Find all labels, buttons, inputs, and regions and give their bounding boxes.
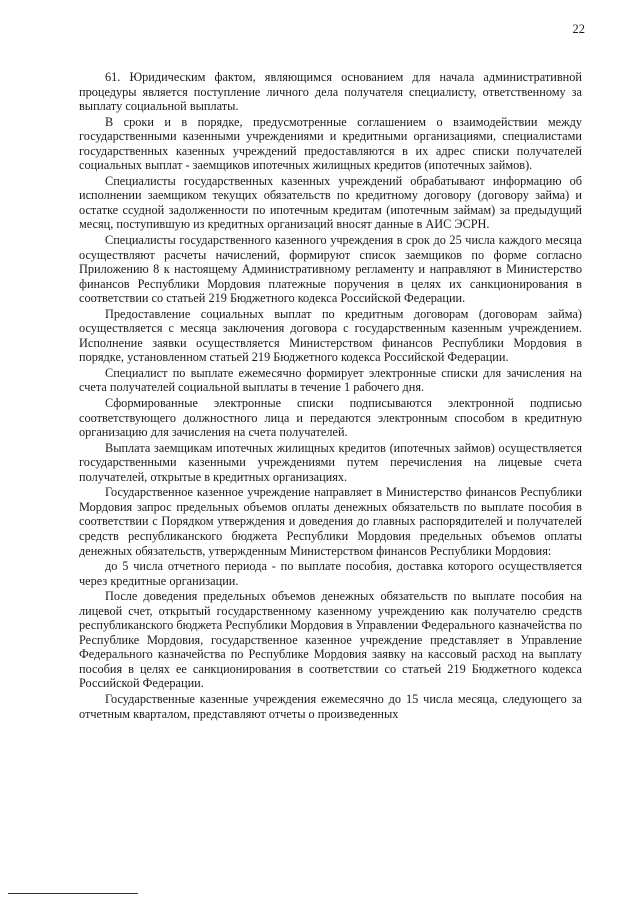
paragraph-7: Сформированные электронные списки подписываются электронной подписью соответствующего должностного лица и передаются электронным способом в кредитную организацию для зачисления на счета получателей. — [79, 396, 582, 440]
paragraph-6: Специалист по выплате ежемесячно формирует электронные списки для зачисления на счета получателей социальной выплаты в течение 1 рабочего дня. — [79, 365, 582, 395]
paragraph-8: Выплата заемщикам ипотечных жилищных кредитов (ипотечных займов) осуществляется государственными казенными учреждениями путем перечисления на лицевые счета получателей, открытые в кредитных организациях. — [79, 440, 582, 484]
paragraph-3: Специалисты государственных казенных учреждений обрабатывают информацию об исполнении заемщиком текущих обязательств по кредитному договору (договору займа) и остатке ссудной задолженности по ипотечным кредитам (ипотечным займам) за предыдущий месяц, поступившую из кредитных организаций вносят данные в АИС ЭСРН. — [79, 173, 582, 232]
paragraph-4: Специалисты государственного казенного учреждения в срок до 25 числа каждого месяца осуществляют расчеты начислений, формируют список заемщиков по форме согласно Приложению 8 к настоящему Административному регламенту и направляют в Министерство финансов Республики Мордовия платежные поручения в целях их санкционирования в соответствии со статьей 219 Бюджетного кодекса Российской Федерации. — [79, 233, 582, 306]
paragraph-1: 61. Юридическим фактом, являющимся основанием для начала административной процедуры является поступление личного дела получателя специалисту, ответственному за выплату социальной выплаты. — [79, 70, 582, 114]
footnote-divider — [8, 893, 138, 894]
page-body — [79, 70, 582, 721]
paragraph-9: Государственное казенное учреждение направляет в Министерство финансов Республики Мордовия запрос предельных объемов оплаты денежных обязательств по выплате пособия в соответствии с Порядком утверждения и доведения до главных распорядителей и получателей средств республиканского бюджета Республики Мордовия предельных объемов оплаты денежных обязательств, утвержденным Министерством финансов Республики Мордовия: — [79, 485, 582, 558]
paragraph-12: Государственные казенные учреждения ежемесячно до 15 числа месяца, следующего за отчетным кварталом, представляют отчеты о произведенных — [79, 691, 582, 721]
paragraph-5: Предоставление социальных выплат по кредитным договорам (договорам займа) осуществляется с месяца заключения договора с государственным казенным учреждением. Исполнение заявки осуществляется Министерством финансов Республики Мордовия в порядке, установленном статьей 219 Бюджетного кодекса Российской Федерации. — [79, 306, 582, 365]
paragraph-2: В сроки и в порядке, предусмотренные соглашением о взаимодействии между государственными казенными учреждениями и кредитными организациями, специалистами государственных казенных учреждений предоставляются в их адрес списки получателей социальных выплат - заемщиков ипотечных жилищных кредитов (ипотечных займов). — [79, 114, 582, 173]
page-number: 22 — [572, 22, 585, 36]
paragraph-11: После доведения предельных объемов денежных обязательств по выплате пособия на лицевой счет, открытый государственному казенному учреждению как получателю средств республиканского бюджета Республики Мордовия в Управлении Федерального казначейства по Республике Мордовия, государственное казенное учреждение представляет в Управление Федерального казначейства по Республике Мордовия заявку на кассовый расход на выплату пособия в целях ее санкционирования в соответствии со статьей 219 Бюджетного кодекса Российской Федерации. — [79, 589, 582, 691]
paragraph-10: до 5 числа отчетного периода - по выплате пособия, доставка которого осуществляется через кредитные организации. — [79, 559, 582, 588]
